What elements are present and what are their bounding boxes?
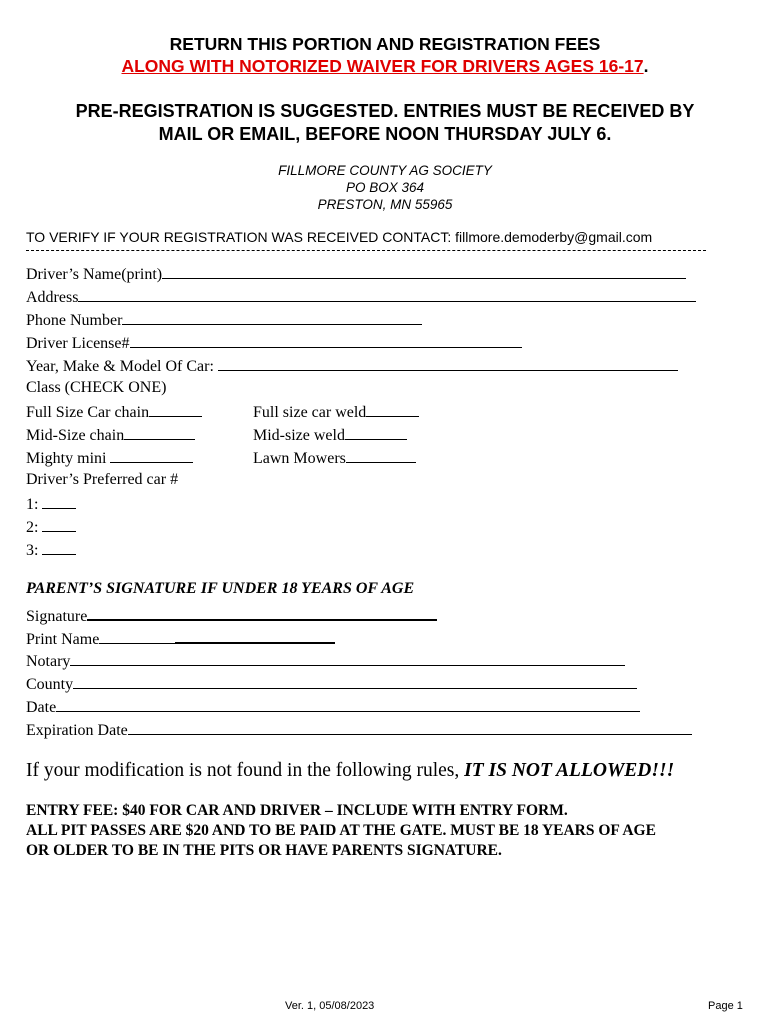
preferred-car-label: Driver’s Preferred car # — [26, 471, 179, 488]
driver-name-label: Driver’s Name(print) — [26, 266, 163, 283]
address-org: FILLMORE COUNTY AG SOCIETY — [278, 163, 492, 178]
page-number: Page 1 — [708, 1000, 743, 1012]
car-blank[interactable] — [218, 355, 678, 371]
preferred-choice-1[interactable] — [26, 493, 76, 515]
class-option-label: Mid-Size chain — [26, 427, 125, 444]
expiration-label: Expiration Date — [26, 722, 128, 739]
pit-pass-line: ALL PIT PASSES ARE $20 AND TO BE PAID AT THE GATE. MUST BE 18 YEARS OF AGE — [26, 822, 656, 839]
address-label: Address — [26, 289, 79, 306]
verify-contact: TO VERIFY IF YOUR REGISTRATION WAS RECEIVED CONTACT: fillmore.demoderby@gmail.com — [26, 229, 653, 245]
phone-field[interactable] — [26, 309, 422, 331]
driver-name-blank[interactable] — [162, 263, 686, 279]
rules-notice — [26, 760, 674, 782]
header-line-1: RETURN THIS PORTION AND REGISTRATION FEES — [169, 34, 601, 54]
license-field[interactable] — [26, 332, 522, 354]
phone-label: Phone Number — [26, 312, 123, 329]
preferred-choice-2[interactable] — [26, 516, 76, 538]
class-option-label: Mid-size weld — [253, 427, 345, 444]
class-lawn-mowers[interactable] — [253, 447, 416, 469]
notary-field[interactable] — [26, 650, 625, 672]
pit-age-line: OR OLDER TO BE IN THE PITS OR HAVE PARENTS SIGNATURE. — [26, 842, 502, 859]
print-name-label: Print Name — [26, 631, 100, 648]
print-name-blank-b[interactable] — [175, 627, 335, 644]
signature-field[interactable] — [26, 604, 437, 627]
notary-label: Notary — [26, 653, 71, 670]
car-field[interactable] — [26, 355, 678, 377]
date-blank[interactable] — [56, 696, 640, 712]
choice-label: 3: — [26, 542, 43, 559]
car-label: Year, Make & Model Of Car: — [26, 358, 218, 375]
class-checkbox-blank[interactable] — [124, 424, 195, 440]
choice-blank[interactable] — [42, 539, 76, 555]
class-mid-size-chain[interactable] — [26, 424, 195, 446]
class-option-label: Mighty mini — [26, 450, 111, 467]
choice-blank[interactable] — [42, 493, 76, 509]
address-field[interactable] — [26, 286, 696, 308]
entry-fee-line: ENTRY FEE: $40 FOR CAR AND DRIVER – INCLUDE WITH ENTRY FORM. — [26, 802, 568, 819]
address-box: PO BOX 364 — [345, 180, 425, 195]
preferred-choice-3[interactable] — [26, 539, 76, 561]
choice-label: 1: — [26, 496, 43, 513]
class-checkbox-blank[interactable] — [346, 447, 416, 463]
choice-label: 2: — [26, 519, 43, 536]
license-label: Driver License# — [26, 335, 130, 352]
class-option-label: Full size car weld — [253, 404, 367, 421]
rules-emphasis: IT IS NOT ALLOWED!!! — [464, 760, 675, 781]
class-checkbox-blank[interactable] — [149, 401, 202, 417]
class-option-label: Full Size Car chain — [26, 404, 150, 421]
date-label: Date — [26, 699, 57, 716]
phone-blank[interactable] — [122, 309, 422, 325]
address-city: PRESTON, MN 55965 — [317, 197, 453, 212]
county-blank[interactable] — [73, 673, 637, 689]
notary-blank[interactable] — [70, 650, 625, 666]
class-checkbox-blank[interactable] — [110, 447, 193, 463]
county-label: County — [26, 676, 74, 693]
class-checkbox-blank[interactable] — [345, 424, 407, 440]
class-full-size-weld[interactable] — [253, 401, 419, 423]
cut-line-divider — [26, 250, 706, 251]
class-checkbox-blank[interactable] — [366, 401, 419, 417]
license-blank[interactable] — [130, 332, 522, 348]
expiration-field[interactable] — [26, 719, 692, 741]
parent-section-heading: PARENT’S SIGNATURE IF UNDER 18 YEARS OF AGE — [26, 580, 415, 597]
waiver-notice-period: . — [643, 56, 649, 76]
class-full-size-chain[interactable] — [26, 401, 202, 423]
address-blank[interactable] — [78, 286, 696, 302]
header-line-2 — [0, 56, 770, 77]
rules-text: If your modification is not found in the following rules, — [26, 760, 465, 781]
date-field[interactable] — [26, 696, 640, 718]
signature-label: Signature — [26, 608, 88, 625]
print-name-field[interactable] — [26, 627, 335, 650]
header-line-4: MAIL OR EMAIL, BEFORE NOON THURSDAY JULY 6. — [158, 124, 612, 144]
version-footer: Ver. 1, 05/08/2023 — [285, 1000, 375, 1012]
class-option-label: Lawn Mowers — [253, 450, 346, 467]
header-line-3: PRE-REGISTRATION IS SUGGESTED. ENTRIES MUST BE RECEIVED BY — [75, 101, 695, 121]
signature-blank[interactable] — [87, 604, 437, 621]
waiver-notice: ALONG WITH NOTORIZED WAIVER FOR DRIVERS AGES 16-17 — [121, 56, 644, 76]
class-label: Class (CHECK ONE) — [26, 379, 167, 396]
driver-name-field[interactable] — [26, 263, 686, 285]
class-mighty-mini[interactable] — [26, 447, 193, 469]
class-mid-size-weld[interactable] — [253, 424, 407, 446]
county-field[interactable] — [26, 673, 637, 695]
expiration-blank[interactable] — [128, 719, 692, 735]
print-name-blank-a[interactable] — [99, 628, 175, 644]
choice-blank[interactable] — [42, 516, 76, 532]
